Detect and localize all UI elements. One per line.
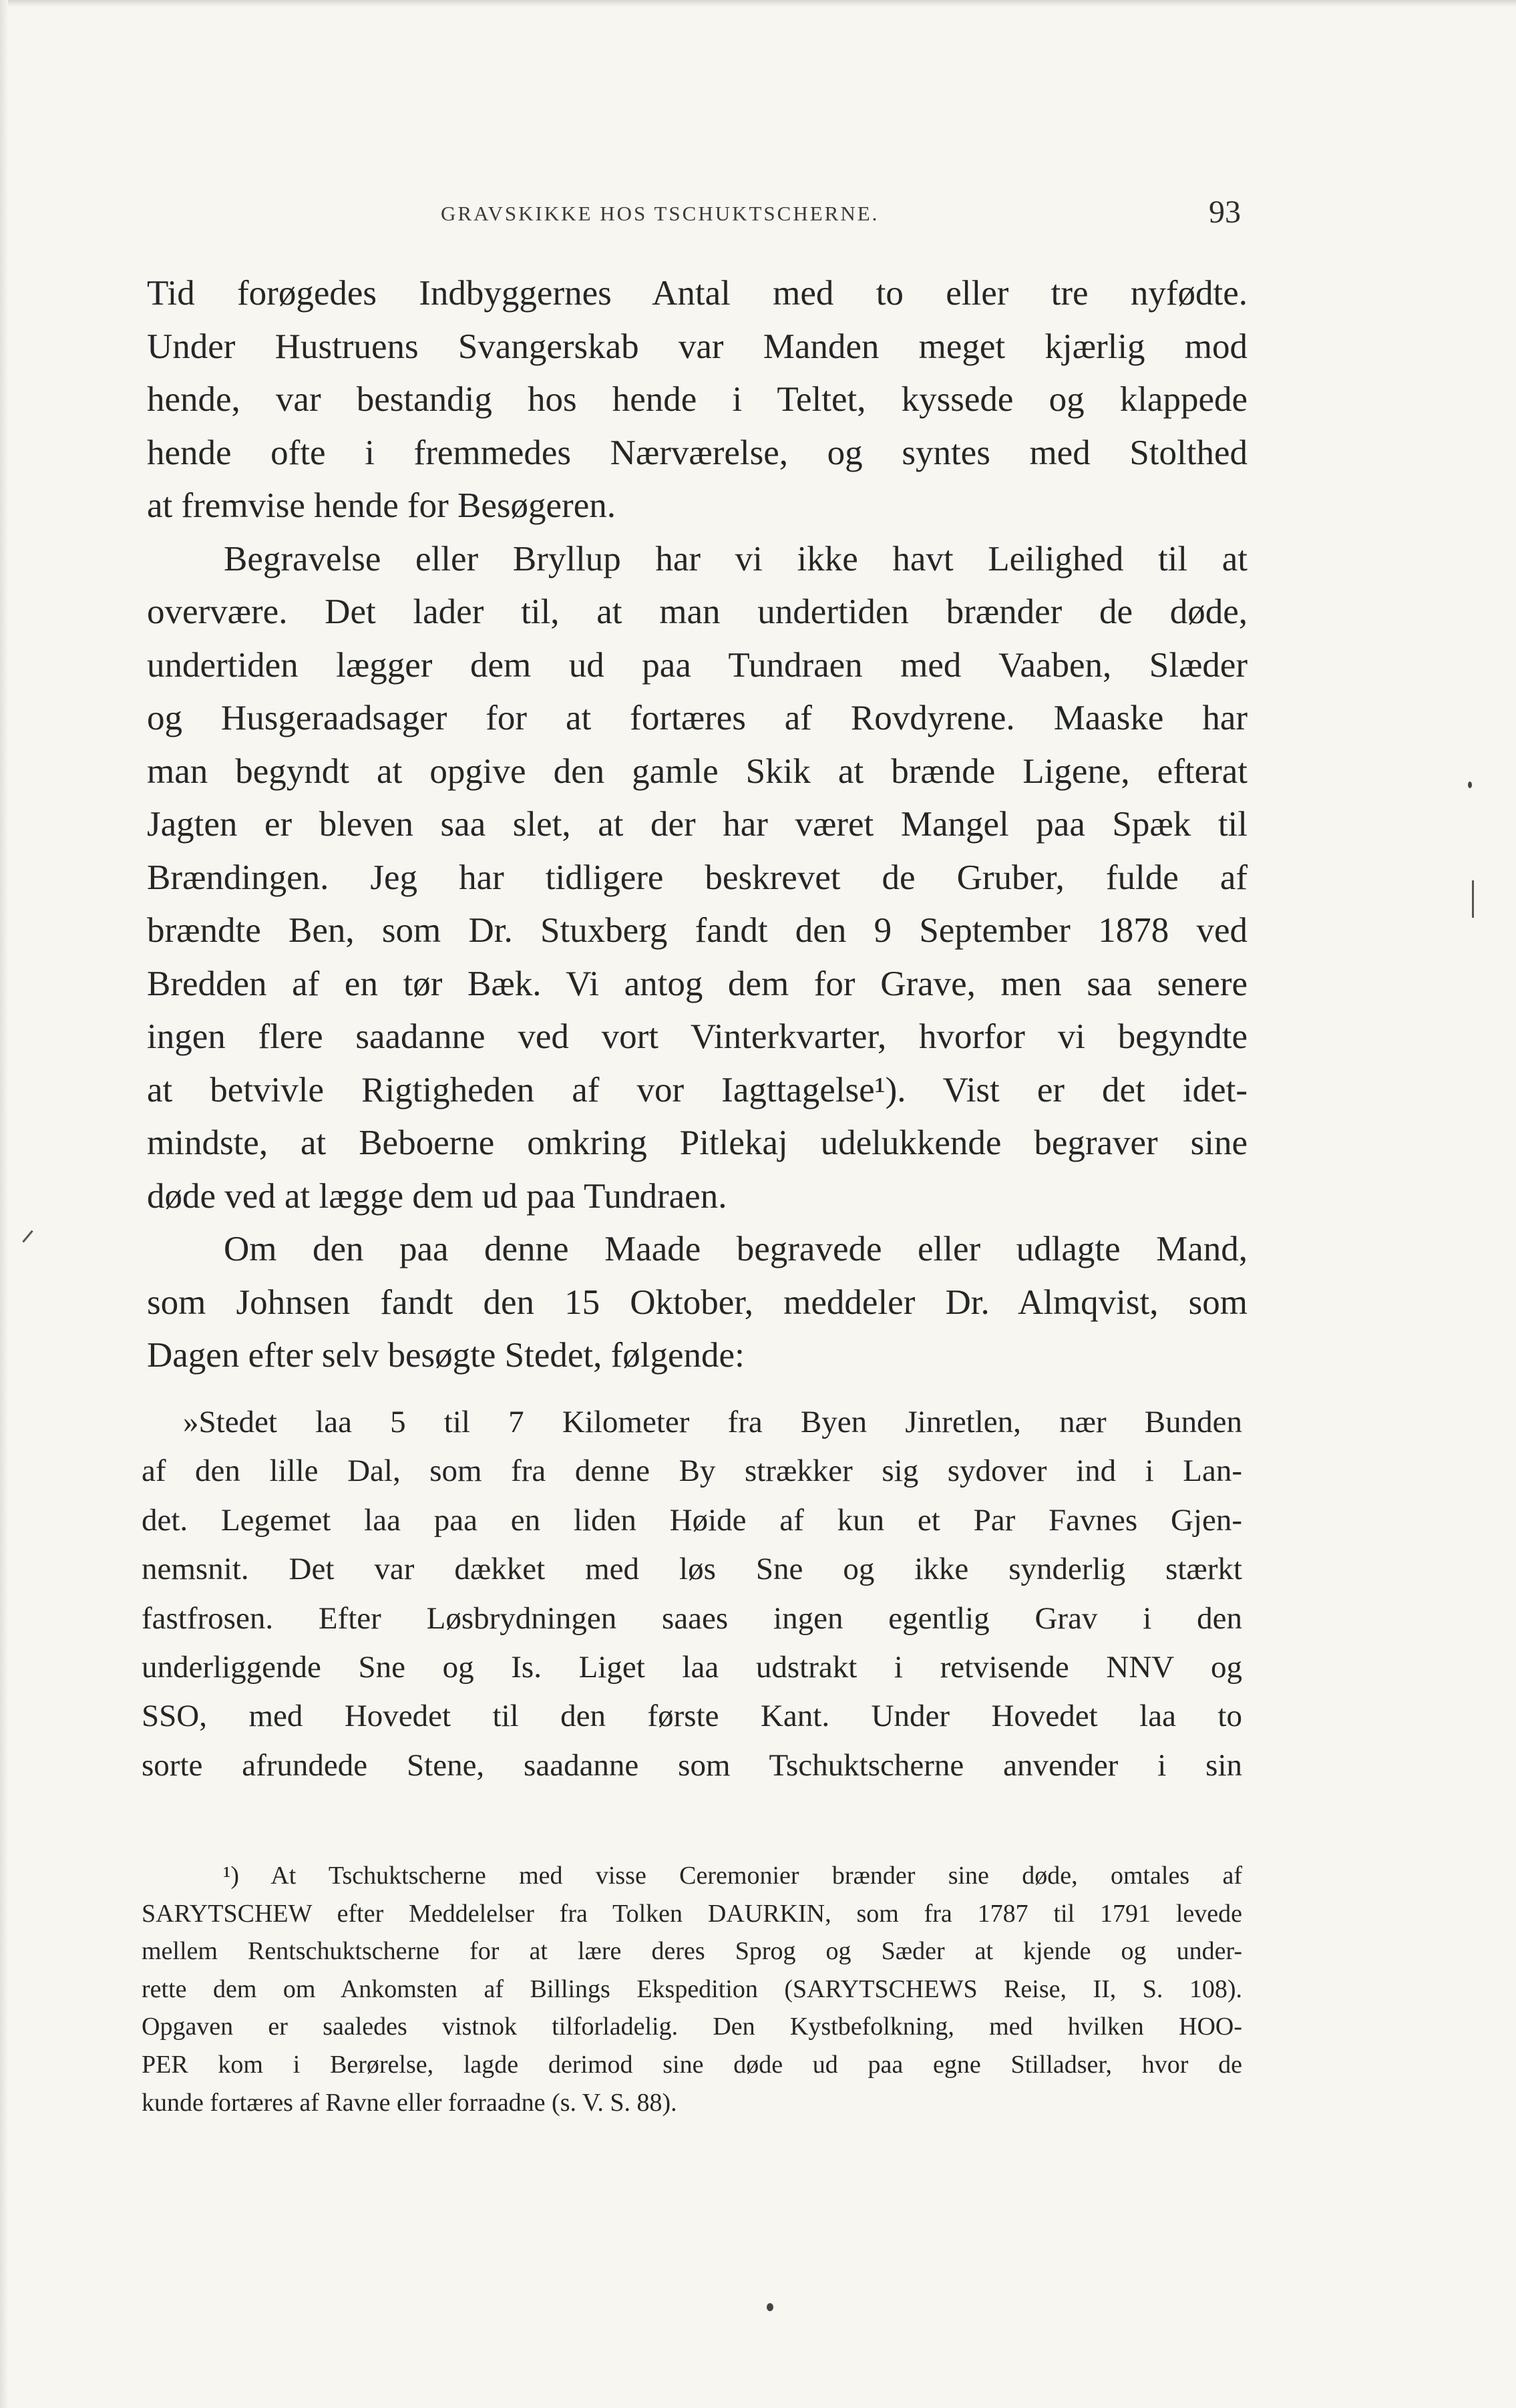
quote-line: »Stedet laa 5 til 7 Kilometer fra Byen Jinretlen, nær Bunden (183, 1405, 1242, 1439)
body-line: døde ved at lægge dem ud paa Tundraen. (147, 1176, 727, 1216)
quote-line: af den lille Dal, som fra denne By strækker sig sydover ind i Lan- (142, 1453, 1242, 1489)
footnote-line: mellem Rentschuktscherne for at lære deres Sprog og Sæder at kjende og under- (142, 1937, 1242, 1966)
page-number: 93 (1209, 194, 1241, 230)
body-line: at betvivle Rigtigheden af vor Iagttagelse¹). Vist er det idet- (147, 1070, 1248, 1109)
body-line: mindste, at Beboerne omkring Pitlekaj udelukkende begraver sine (147, 1124, 1248, 1162)
quote-line: nemsnit. Det var dækket med løs Sne og ikke synderlig stærkt (142, 1552, 1242, 1587)
body-line: man begyndt at opgive den gamle Skik at brænde Ligene, efterat (147, 751, 1248, 791)
body-line: som Johnsen fandt den 15 Oktober, meddeler Dr. Almqvist, som (147, 1282, 1248, 1322)
footnote (142, 1857, 1242, 2121)
body-line: Bredden af en tør Bæk. Vi antog dem for Grave, men saa senere (147, 964, 1248, 1003)
scan-top-edge (0, 0, 1516, 7)
body-line: Tid forøgedes Indbyggernes Antal med to eller tre nyfødte. (147, 274, 1248, 313)
quote-line: underliggende Sne og Is. Liget laa udstrakt i retvisende NNV og (142, 1649, 1242, 1685)
body-line: Om den paa denne Maade begravede eller udlagte Mand, (224, 1230, 1248, 1268)
body-line: og Husgeraadsager for at fortæres af Rovdyrene. Maaske har (147, 699, 1248, 737)
quote-line: det. Legemet laa paa en liden Høide af kun et Par Favnes Gjen- (142, 1502, 1242, 1538)
body-line: Brændingen. Jeg har tidligere beskrevet de Gruber, fulde af (147, 858, 1248, 897)
body-line: Jagten er bleven saa slet, at der har været Mangel paa Spæk til (147, 805, 1248, 844)
footnote-line: ¹) At Tschuktscherne med visse Ceremonier brænder sine døde, omtales af (223, 1862, 1242, 1890)
body-line: hende, var bestandig hos hende i Teltet, kyssede og klappede (147, 380, 1248, 419)
body-line: at fremvise hende for Besøgeren. (147, 486, 616, 525)
quoted-passage (142, 1398, 1242, 1790)
body-line: brændte Ben, som Dr. Stuxberg fandt den 9 September 1878 ved (147, 911, 1248, 950)
footnote-line: rette dem om Ankomsten af Billings Ekspedition (SARYTSCHEWS Reise, II, S. 108). (142, 1974, 1242, 2003)
scan-artifact-mark (1472, 880, 1474, 918)
body-line: Dagen efter selv besøgte Stedet, følgende: (147, 1336, 745, 1375)
footnote-line: kunde fortæres af Ravne eller forraadne (s. V. S. 88). (142, 2088, 677, 2117)
footnote-line: SARYTSCHEW efter Meddelelser fra Tolken DAURKIN, som fra 1787 til 1791 levede (142, 1899, 1242, 1928)
body-line: Begravelse eller Bryllup har vi ikke havt Leilighed til at (224, 539, 1248, 578)
body-line: Under Hustruens Svangerskab var Manden meget kjærlig mod (147, 327, 1248, 366)
quote-line: SSO, med Hovedet til den første Kant. Under Hovedet laa to (142, 1699, 1242, 1734)
footnote-line: PER kom i Berørelse, lagde derimod sine døde ud paa egne Stilladser, hvor de (142, 2050, 1242, 2079)
body-line: undertiden lægger dem ud paa Tundraen med Vaaben, Slæder (147, 645, 1248, 685)
body-text (147, 267, 1248, 1383)
body-line: overvære. Det lader til, at man undertiden brænder de døde, (147, 592, 1248, 631)
scan-left-edge (0, 0, 8, 2408)
body-line: ingen flere saadanne ved vort Vinterkvarter, hvorfor vi begyndte (147, 1017, 1248, 1056)
footnote-line: Opgaven er saaledes vistnok tilforladelig. Den Kystbefolkning, med hvilken HOO- (142, 2013, 1242, 2041)
scan-artifact-speck (767, 2303, 773, 2311)
quote-line: fastfrosen. Efter Løsbrydningen saaes ingen egentlig Grav i den (142, 1600, 1242, 1636)
scan-artifact-mark (22, 1230, 33, 1243)
running-head: GRAVSKIKKE HOS TSCHUKTSCHERNE. (441, 202, 880, 225)
body-line: hende ofte i fremmedes Nærværelse, og syntes med Stolthed (147, 433, 1248, 472)
quote-line: sorte afrundede Stene, saadanne som Tschuktscherne anvender i sin (142, 1747, 1242, 1783)
page-header (147, 194, 1296, 247)
scan-artifact-speck (1468, 782, 1472, 788)
